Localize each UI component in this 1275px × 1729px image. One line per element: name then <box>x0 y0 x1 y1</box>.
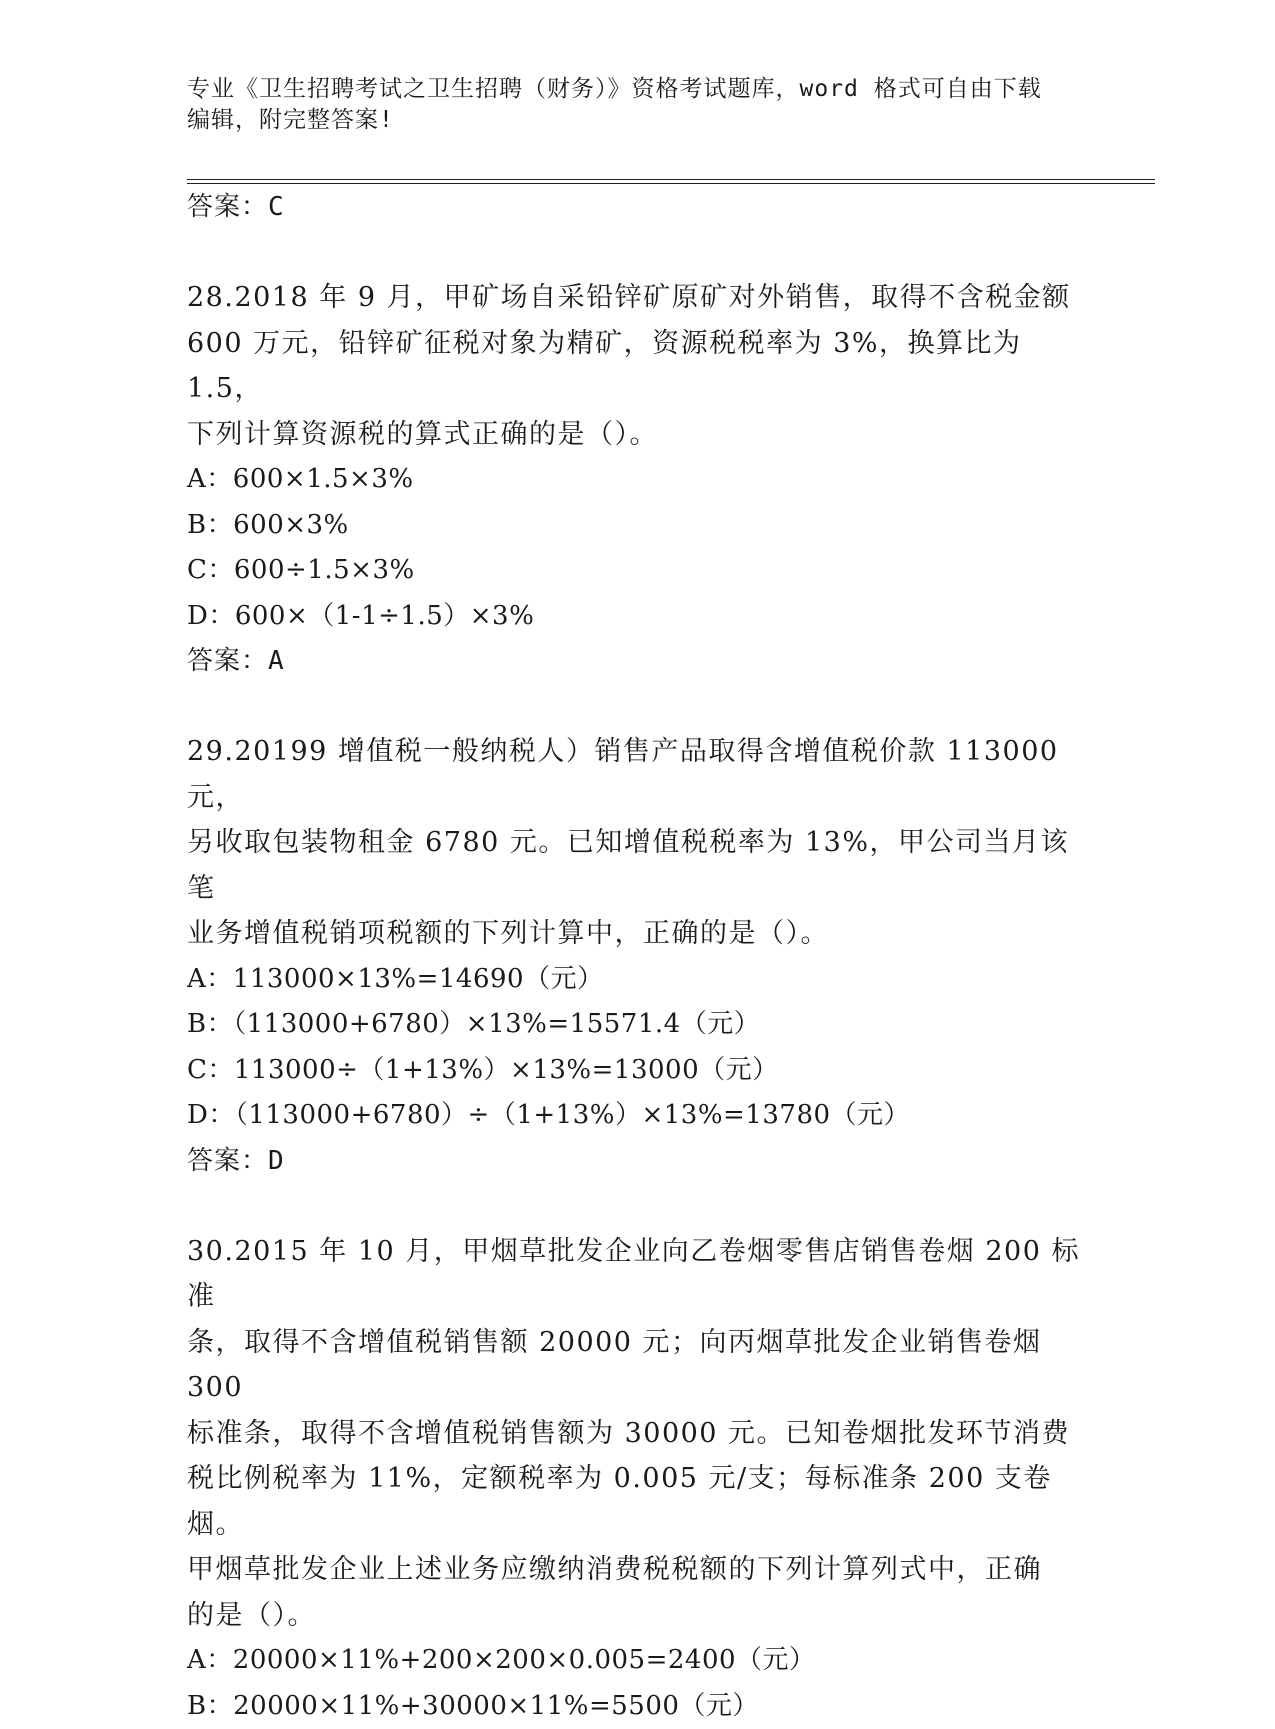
question-stem-line: 业务增值税销项税额的下列计算中，正确的是（）。 <box>187 911 1087 957</box>
option-b: B：（113000+6780）×13%=15571.4（元） <box>187 1002 1087 1048</box>
answer-value: A <box>268 646 285 676</box>
question-stem-line: 条，取得不含增值税销售额 20000 元；向丙烟草批发企业销售卷烟 300 <box>187 1320 1087 1411</box>
question-stem-line: 的是（）。 <box>187 1593 1087 1639</box>
header-line-2: 编辑，附完整答案! <box>187 105 1067 136</box>
answer-label: 答案： <box>187 192 268 222</box>
question-28 <box>187 275 1087 684</box>
answer-label: 答案： <box>187 1146 268 1176</box>
option-d: D：（113000+6780）÷（1+13%）×13%=13780（元） <box>187 1093 1087 1139</box>
previous-answer <box>187 185 1087 230</box>
question-stem-line: 税比例税率为 11%，定额税率为 0.005 元/支；每标准条 200 支卷烟。 <box>187 1456 1087 1547</box>
option-c: C：113000÷（1+13%）×13%=13000（元） <box>187 1048 1087 1094</box>
question-stem-line: 28.2018 年 9 月，甲矿场自采铅锌矿原矿对外销售，取得不含税金额 <box>187 275 1087 321</box>
answer-value: D <box>268 1146 285 1176</box>
question-29 <box>187 729 1087 1184</box>
question-stem-line: 30.2015 年 10 月，甲烟草批发企业向乙卷烟零售店销售卷烟 200 标准 <box>187 1229 1087 1320</box>
option-d: D：600×（1-1÷1.5）×3% <box>187 594 1087 640</box>
question-stem-line: 29.20199 增值税一般纳税人）销售产品取得含增值税价款 113000 元， <box>187 729 1087 820</box>
document-header <box>187 74 1067 136</box>
answer-label: 答案： <box>187 646 268 676</box>
option-c: C：600÷1.5×3% <box>187 548 1087 594</box>
question-stem-line: 另收取包装物租金 6780 元。已知增值税税率为 13%，甲公司当月该笔 <box>187 820 1087 911</box>
option-a: A：600×1.5×3% <box>187 457 1087 503</box>
header-line-1: 专业《卫生招聘考试之卫生招聘（财务）》资格考试题库，word 格式可自由下载 <box>187 74 1067 105</box>
header-divider-bottom <box>187 183 1155 184</box>
question-stem-line: 600 万元，铅锌矿征税对象为精矿，资源税税率为 3%，换算比为 1.5， <box>187 321 1087 412</box>
question-answer <box>187 1139 1087 1184</box>
question-30 <box>187 1229 1087 1729</box>
question-list <box>187 185 1087 1729</box>
question-stem-line: 标准条，取得不含增值税销售额为 30000 元。已知卷烟批发环节消费 <box>187 1411 1087 1457</box>
option-b: B：600×3% <box>187 503 1087 549</box>
question-stem-line: 下列计算资源税的算式正确的是（）。 <box>187 412 1087 458</box>
option-a: A：113000×13%=14690（元） <box>187 957 1087 1003</box>
option-a: A：20000×11%+200×200×0.005=2400（元） <box>187 1638 1087 1684</box>
option-b: B：20000×11%+30000×11%=5500（元） <box>187 1684 1087 1729</box>
answer-value: C <box>268 192 285 222</box>
question-answer <box>187 639 1087 684</box>
header-divider-top <box>187 179 1155 180</box>
question-stem-line: 甲烟草批发企业上述业务应缴纳消费税税额的下列计算列式中，正确 <box>187 1547 1087 1593</box>
